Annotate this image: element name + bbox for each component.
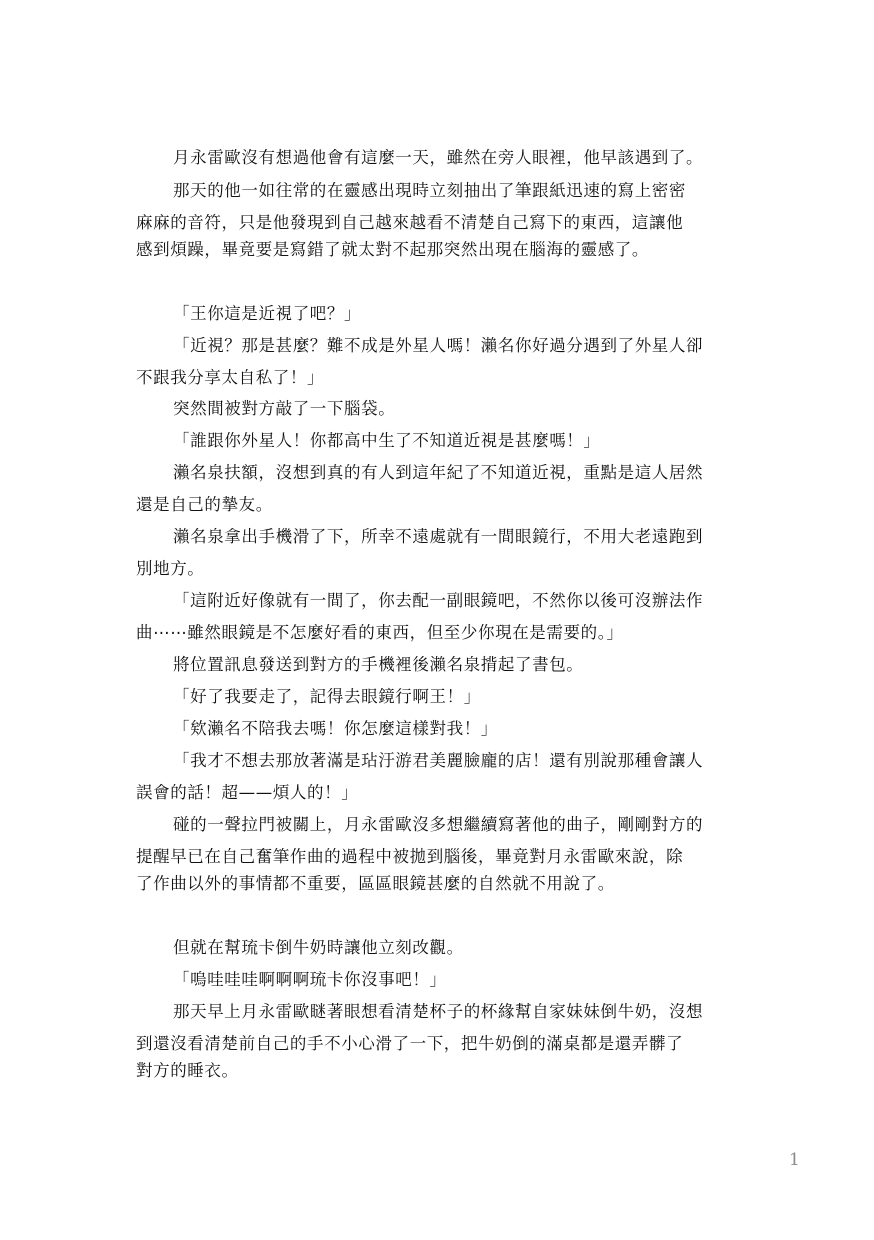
text-line: 突然間被對方敲了一下腦袋。 xyxy=(173,399,396,418)
text-line: 不跟我分享太自私了！」 xyxy=(136,368,325,387)
text-line: 還是自己的摯友。 xyxy=(136,495,273,514)
text-line: 「王你這是近視了吧？」 xyxy=(173,304,362,323)
text-line: 麻麻的音符，只是他發現到自己越來越看不清楚自己寫下的東西，這讓他 xyxy=(136,213,684,232)
text-line: 但就在幫琉卡倒牛奶時讓他立刻改觀。 xyxy=(173,938,464,957)
text-line: 「我才不想去那放著滿是玷汙游君美麗臉龐的店！還有別說那種會讓人 xyxy=(173,751,704,770)
text-line: 了作曲以外的事情都不重要，區區眼鏡甚麼的自然就不用說了。 xyxy=(136,874,615,893)
page-number: 1 xyxy=(789,1150,800,1170)
text-line: 將位置訊息發送到對方的手機裡後瀨名泉揹起了書包。 xyxy=(173,655,584,674)
text-line: 別地方。 xyxy=(136,559,205,578)
text-line: 碰的一聲拉門被關上，月永雷歐沒多想繼續寫著他的曲子，剛剛對方的 xyxy=(173,815,704,834)
text-line: 感到煩躁，畢竟要是寫錯了就太對不起那突然出現在腦海的靈感了。 xyxy=(136,240,649,259)
text-line: 月永雷歐沒有想過他會有這麼一天，雖然在旁人眼裡，他早該遇到了。 xyxy=(173,148,704,167)
text-line: 對方的睡衣。 xyxy=(136,1061,239,1080)
text-line: 那天早上月永雷歐瞇著眼想看清楚杯子的杯緣幫自家妹妹倒牛奶，沒想 xyxy=(173,1002,704,1021)
text-line: 「好了我要走了，記得去眼鏡行啊王！」 xyxy=(173,687,481,706)
text-line: 到還沒看清楚前自己的手不小心滑了一下，把牛奶倒的滿桌都是還弄髒了 xyxy=(136,1034,684,1053)
text-line: 「近視？那是甚麼？難不成是外星人嗎！瀨名你好過分遇到了外星人卻 xyxy=(173,336,704,355)
text-line: 「嗚哇哇哇啊啊啊琉卡你沒事吧！」 xyxy=(173,970,447,989)
text-line: 「誰跟你外星人！你都高中生了不知道近視是甚麼嗎！」 xyxy=(173,431,601,450)
text-line: 提醒早已在自己奮筆作曲的過程中被拋到腦後，畢竟對月永雷歐來說，除 xyxy=(136,847,684,866)
text-line: 瀨名泉扶額，沒想到真的有人到這年紀了不知道近視，重點是這人居然 xyxy=(173,463,704,482)
text-line: 瀨名泉拿出手機滑了下，所幸不遠處就有一間眼鏡行，不用大老遠跑到 xyxy=(173,527,704,546)
text-line: 「欸瀨名不陪我去嗎！你怎麼這樣對我！」 xyxy=(173,719,498,738)
text-line: 「這附近好像就有一間了，你去配一副眼鏡吧，不然你以後可沒辦法作 xyxy=(173,591,704,610)
text-line: 曲⋯⋯雖然眼鏡是不怎麼好看的東西，但至少你現在是需要的。」 xyxy=(136,623,624,642)
text-line: 誤會的話！超——煩人的！」 xyxy=(136,783,359,802)
text-line: 那天的他一如往常的在靈感出現時立刻抽出了筆跟紙迅速的寫上密密 xyxy=(173,181,686,200)
